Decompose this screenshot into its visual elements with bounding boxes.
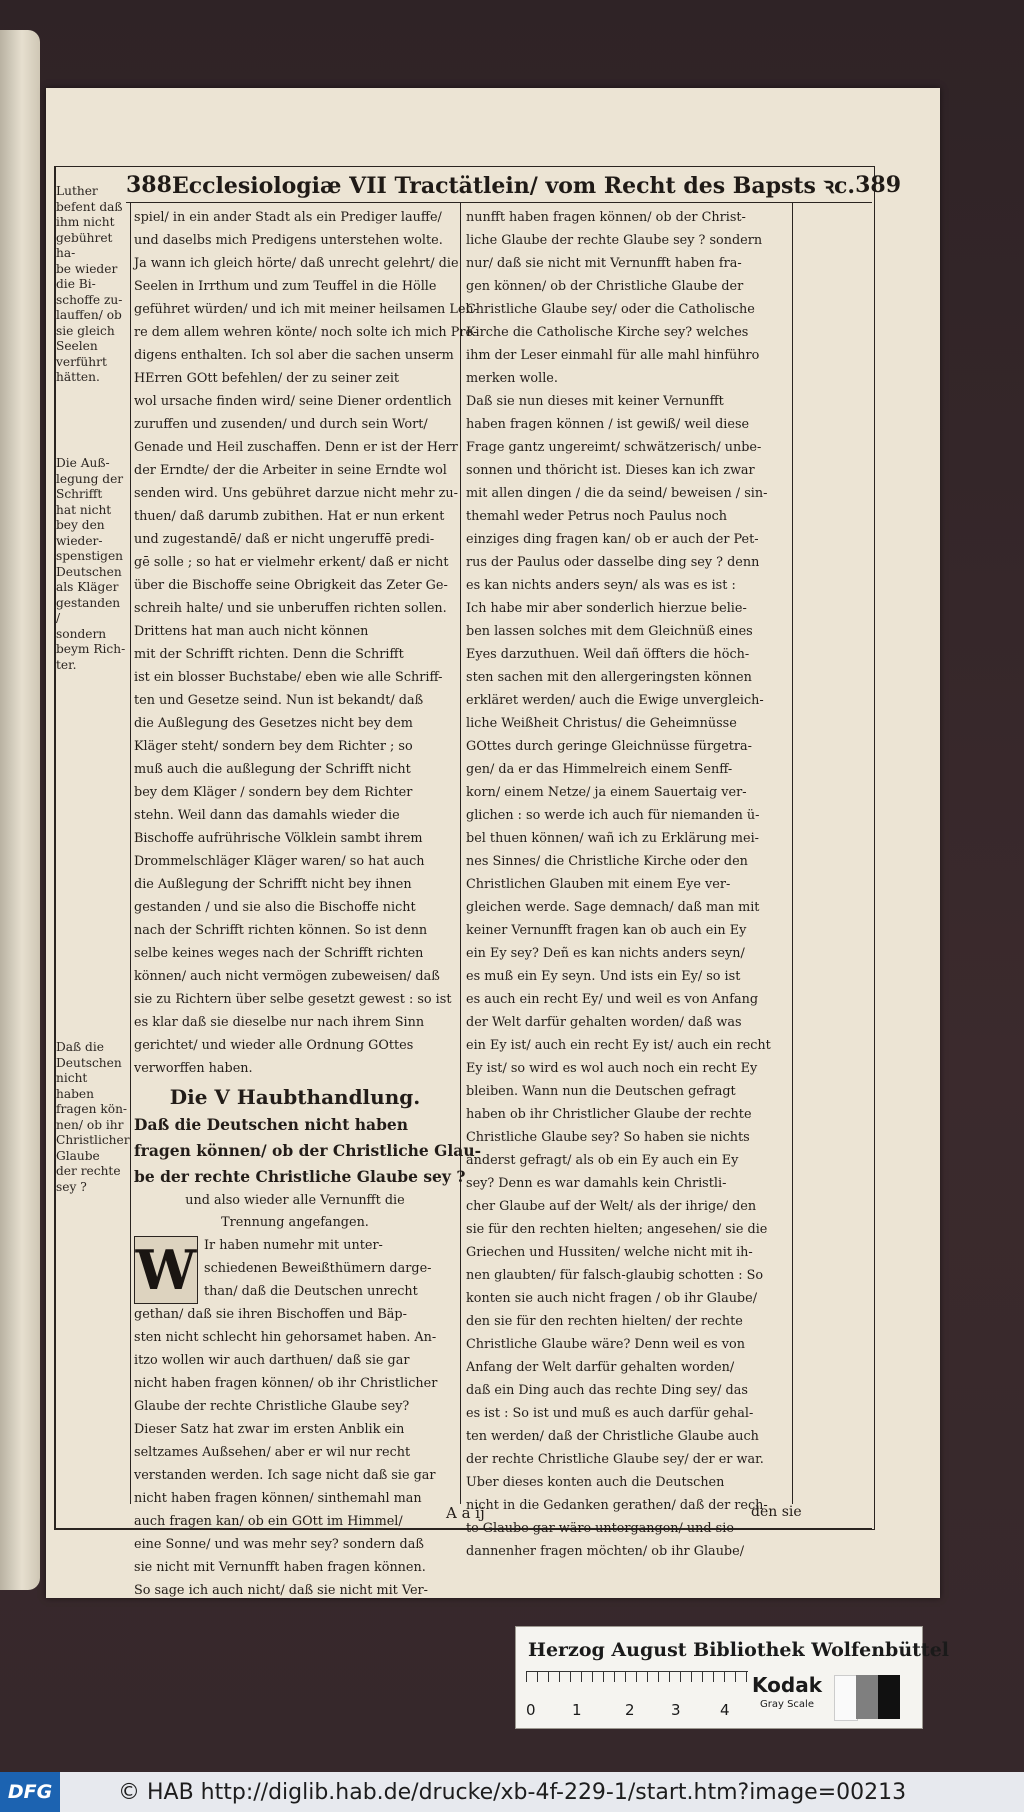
right-page-number: 389 [855, 172, 902, 198]
text-line: ein Ey sey? Deñ es kan nichts anders seyn/ [466, 946, 745, 961]
margin-note-line: spenstigen [56, 549, 124, 563]
text-line: gen/ da er das Himmelreich einem Senff- [466, 762, 733, 777]
ruler-number: 4 [720, 1701, 730, 1719]
margin-note-line: legung der [56, 471, 124, 486]
text-line: konten sie auch nicht fragen / ob ihr Glaube/ [466, 1291, 758, 1306]
section-subheading-2: fragen können/ ob der Christliche Glau- [134, 1141, 482, 1160]
right-column-text [466, 206, 788, 1563]
section-subheading-1: Daß die Deutschen nicht haben [134, 1115, 409, 1134]
text-line: rus der Paulus oder dasselbe ding sey ? denn [466, 555, 760, 570]
margin-note-line: nicht haben [56, 1071, 94, 1101]
margin-note-line: Deutschen [56, 564, 122, 579]
text-line: So sage ich auch nicht/ daß sie nicht mit Ver- [134, 1583, 428, 1598]
text-line: die Außlegung des Gesetzes nicht bey dem [134, 716, 413, 731]
text-line: ihm der Leser einmahl für alle mahl hinführo [466, 348, 760, 363]
text-line: es ist : So ist und muß es auch darfür gehal- [466, 1406, 754, 1421]
text-line: es klar daß sie dieselbe nur nach ihrem Sinn [134, 1015, 425, 1030]
text-line: liche Glaube der rechte Glaube sey ? sondern [466, 233, 763, 248]
section-subline-2: Trennung angefangen. [221, 1215, 369, 1230]
ruler-number: 1 [572, 1701, 582, 1719]
text-line: muß auch die außlegung der Schrifft nicht [134, 762, 411, 777]
text-line: der Erndte/ der die Arbeiter in seine Erndte wol [134, 463, 447, 478]
text-line: stehn. Weil dann das damahls wieder die [134, 808, 400, 823]
text-line: Christliche Glaube sey? So haben sie nichts [466, 1130, 750, 1145]
text-line: digens enthalten. Ich sol aber die sachen unserm [134, 348, 454, 363]
text-line: gestanden / und sie also die Bischoffe nicht [134, 900, 416, 915]
text-line: es kan nichts anders seyn/ als was es ist : [466, 578, 736, 593]
text-line: Bischoffe aufrührische Völklein sambt ihrem [134, 831, 423, 846]
margin-note-line: wieder- [56, 533, 103, 548]
text-line: sonnen und thöricht ist. Dieses kan ich zwar [466, 463, 755, 478]
text-line: verstanden werden. Ich sage nicht daß sie gar [134, 1468, 436, 1483]
scale-ruler [526, 1671, 748, 1700]
left-column-text-b [134, 1303, 456, 1602]
text-line: die Außlegung der Schrifft nicht bey ihnen [134, 877, 412, 892]
text-line: sey? Denn es war damahls kein Christli- [466, 1176, 727, 1191]
text-line: erkläret werden/ auch die Ewige unvergleich- [466, 693, 764, 708]
text-line: sten sachen mit den allergeringsten können [466, 670, 752, 685]
catchword: den sie [751, 1504, 802, 1520]
signature-mark: A a ij [446, 1504, 485, 1522]
margin-note-line: hat nicht [56, 502, 112, 517]
text-line: thuen/ daß darumb zubithen. Hat er nun erkent [134, 509, 445, 524]
text-line: liche Weißheit Christus/ die Geheimnüsse [466, 716, 737, 731]
text-line: Uber dieses konten auch die Deutschen [466, 1475, 725, 1490]
text-line: einziges ding fragen kan/ ob er auch der Pet- [466, 532, 759, 547]
text-line: Dieser Satz hat zwar im ersten Anblik ein [134, 1422, 405, 1437]
text-line: gleichen werde. Sage demnach/ daß man mit [466, 900, 760, 915]
head-rule [126, 202, 872, 203]
dfg-logo[interactable]: DFG [0, 1772, 60, 1812]
margin-note-line: ihm nicht [56, 215, 115, 229]
margin-note-line: fragen kön- [56, 1102, 128, 1116]
margin-note-line: gebühret ha- [56, 230, 113, 260]
text-line: ten werden/ daß der Christliche Glaube auch [466, 1429, 759, 1444]
text-line: Ich habe mir aber sonderlich hierzue belie- [466, 601, 747, 616]
text-line: über die Bischoffe seine Obrigkeit das Zeter Ge- [134, 578, 448, 593]
swatch-white [834, 1675, 858, 1721]
margin-note-line: Deutschen [56, 1055, 122, 1070]
text-line: re dem allem wehren könte/ noch solte ich mich Pre- [134, 325, 478, 340]
section-subline-1: und also wieder alle Vernunfft die [185, 1193, 405, 1208]
text-line: Kläger steht/ sondern bey dem Richter ; so [134, 739, 413, 754]
text-line: nunfft haben fragen können/ ob der Christ- [466, 210, 746, 225]
text-line: zuruffen und zusenden/ und durch sein Wort/ [134, 417, 428, 432]
margin-note-line: Daß die [56, 1040, 104, 1054]
section-subheading-3: be der rechte Christliche Glaube sey ? [134, 1167, 466, 1186]
text-line: mit allen dingen / die da seind/ beweisen / sin- [466, 486, 768, 501]
text-line: GOttes durch geringe Gleichnüsse fürgetra- [466, 739, 753, 754]
text-line: senden wird. Uns gebühret darzue nicht mehr zu- [134, 486, 458, 501]
margin-note-line: befent daß [56, 199, 123, 214]
text-line: gen können/ ob der Christliche Glaube der [466, 279, 744, 294]
text-line: itzo wollen wir auch darthuen/ daß sie gar [134, 1353, 410, 1368]
left-page-number: 388 [126, 172, 172, 198]
text-line: können/ auch nicht vermögen zubeweisen/ daß [134, 969, 440, 984]
text-line: Drittens hat man auch nicht können [134, 624, 369, 639]
text-line: nen glaubten/ für falsch-glaubig schotten : So [466, 1268, 764, 1283]
text-line: nicht haben fragen können/ ob ihr Christlicher [134, 1376, 438, 1391]
margin-note-line: Christlicher [56, 1133, 130, 1147]
margin-note-line: als Kläger [56, 580, 119, 594]
margin-note-1 [56, 184, 128, 386]
text-line: schreih halte/ und sie unberuffen richten sollen. [134, 601, 447, 616]
right-text-column [466, 206, 788, 1563]
text-line: daß ein Ding auch das rechte Ding sey/ das [466, 1383, 748, 1398]
margin-note-line: Seelen [56, 339, 98, 353]
margin-note-line: Schrifft [56, 487, 103, 501]
running-title: Ecclesiologiæ VII Tractätlein/ vom Recht des Bapsts ꝛc. [171, 173, 856, 199]
margin-note-line: beym Rich- [56, 642, 126, 656]
text-line: HErren GOtt befehlen/ der zu seiner zeit [134, 371, 400, 386]
text-line: haben ob ihr Christlicher Glaube der rechte [466, 1107, 752, 1122]
right-column-rule [792, 202, 793, 1504]
swatch-black [878, 1675, 900, 1719]
text-line: Christliche Glaube wäre? Denn weil es von [466, 1337, 745, 1352]
text-line: Griechen und Hussiten/ welche nicht mit ih- [466, 1245, 753, 1260]
ruler-number: 2 [625, 1701, 635, 1719]
text-line: anderst gefragt/ als ob ein Ey auch ein Ey [466, 1153, 739, 1168]
text-line: glichen : so werde ich auch für niemanden ü- [466, 808, 760, 823]
margin-note-line: ter. [56, 657, 77, 672]
text-line: Daß sie nun dieses mit keiner Vernunfft [466, 394, 724, 409]
middle-column-rule [460, 202, 461, 1504]
text-line: den sie für den rechten hielten/ der rechte [466, 1314, 743, 1329]
text-line: wol ursache finden wird/ seine Diener ordentlich [134, 394, 452, 409]
margin-note-line: nen/ ob ihr [56, 1117, 124, 1132]
text-line: schiedenen Beweißthümern darge- [204, 1261, 432, 1276]
text-line: haben fragen können / ist gewiß/ weil diese [466, 417, 750, 432]
gray-scale-label: Gray Scale [760, 1699, 814, 1710]
text-line: nach der Schrifft richten können. So ist denn [134, 923, 428, 938]
text-line: selbe keines weges nach der Schrifft richten [134, 946, 424, 961]
text-line: Christliche Glaube sey/ oder die Catholische [466, 302, 755, 317]
margin-column-rule [130, 202, 131, 1504]
text-line: es auch ein recht Ey/ und weil es von Anfang [466, 992, 759, 1007]
margin-note-line: die Bi- [56, 277, 96, 291]
text-line: gē solle ; so hat er vielmehr erkent/ daß er nicht [134, 555, 449, 570]
text-line: der Welt darfür gehalten worden/ daß was [466, 1015, 742, 1030]
margin-note-line: Glaube [56, 1148, 100, 1163]
section-heading: Die V Haubthandlung. [169, 1085, 421, 1109]
text-line: geführet würden/ und ich mit meiner heilsamen Leh- [134, 302, 478, 317]
text-line: Christlichen Glauben mit einem Eye ver- [466, 877, 731, 892]
text-line: auch fragen kan/ ob ein GOtt im Himmel/ [134, 1514, 403, 1529]
left-column-text-a [134, 206, 478, 1080]
text-line: keiner Vernunfft fragen kan ob auch ein Ey [466, 923, 747, 938]
text-line: bey dem Kläger / sondern bey dem Richter [134, 785, 413, 800]
text-line: Ja wann ich gleich hörte/ daß unrecht gelehrt/ die [134, 256, 459, 271]
margin-note-line: bey den [56, 518, 105, 532]
text-line: ein Ey ist/ auch ein recht Ey ist/ auch ein recht [466, 1038, 771, 1053]
margin-note-line: gestanden / [56, 595, 121, 625]
ruler-number: 3 [671, 1701, 681, 1719]
text-line: Ey ist/ so wird es wol auch noch ein recht Ey [466, 1061, 758, 1076]
text-line: seltzames Außsehen/ aber er wil nur recht [134, 1445, 411, 1460]
margin-note-line: schoffe zu- [56, 292, 123, 307]
text-line: dannenher fragen möchten/ ob ihr Glaube/ [466, 1544, 745, 1559]
copyright-link[interactable]: © HAB http://diglib.hab.de/drucke/xb-4f-229-1/start.htm?image=00213 [118, 1779, 907, 1805]
margin-note-2 [56, 456, 128, 673]
margin-note-line: sie gleich [56, 323, 115, 338]
text-line: than/ daß die Deutschen unrecht [204, 1284, 418, 1299]
dropcap-letter: W [135, 1238, 197, 1302]
margin-note-line: verführt [56, 354, 107, 369]
text-line: gethan/ daß sie ihren Bischoffen und Bäp- [134, 1307, 407, 1322]
text-line: und zugestandē/ daß er nicht ungeruffē predi- [134, 532, 435, 547]
text-line: ten und Gesetze seind. Nun ist bekandt/ daß [134, 693, 424, 708]
text-line: te Glaube gar wäre untergangen/ und sie [466, 1521, 734, 1536]
text-line: bel thuen können/ wañ ich zu Erklärung mei- [466, 831, 760, 846]
text-line: eine Sonne/ und was mehr sey? sondern daß [134, 1537, 424, 1552]
text-line: sie für den rechten hielten; angesehen/ sie die [466, 1222, 768, 1237]
text-line: merken wolle. [466, 371, 558, 386]
ruler-number: 0 [526, 1701, 536, 1719]
margin-note-line: hätten. [56, 370, 100, 384]
margin-note-3 [56, 1040, 128, 1195]
running-head [126, 168, 902, 202]
text-line: es muß ein Ey seyn. Und ists ein Ey/ so ist [466, 969, 741, 984]
footer-bar [0, 1772, 1024, 1812]
text-line: Eyes darzuthuen. Weil dañ öffters die höch- [466, 647, 750, 662]
text-line: korn/ einem Netze/ ja einem Sauertaig ver- [466, 785, 747, 800]
margin-note-line: Die Auß- [56, 456, 110, 470]
text-line: themahl weder Petrus noch Paulus noch [466, 509, 727, 524]
text-line: Drommelschläger Kläger waren/ so hat auch [134, 854, 425, 869]
kodak-logo: Kodak [752, 1673, 822, 1697]
book-page [46, 88, 940, 1598]
dropcap-paragraph [134, 1234, 456, 1303]
margin-note-line: be wieder [56, 261, 118, 276]
text-line: der rechte Christliche Glaube sey/ der er war. [466, 1452, 764, 1467]
card-title: Herzog August Bibliothek Wolfenbüttel [528, 1639, 949, 1661]
text-line: Anfang der Welt darfür gehalten worden/ [466, 1360, 735, 1375]
text-line: Seelen in Irrthum und zum Teuffel in die Hölle [134, 279, 437, 294]
text-line: spiel/ in ein ander Stadt als ein Prediger lauffe/ [134, 210, 442, 225]
text-line: Kirche die Catholische Kirche sey? welches [466, 325, 749, 340]
text-line: nicht haben fragen können/ sinthemahl man [134, 1491, 422, 1506]
text-line: sie nicht mit Vernunfft haben fragen können. [134, 1560, 426, 1575]
text-line: ist ein blosser Buchstabe/ eben wie alle Schriff- [134, 670, 443, 685]
text-line: und daselbs mich Predigens unterstehen wolte. [134, 233, 443, 248]
margin-note-line: Luther [56, 184, 98, 198]
text-line: sten nicht schlecht hin gehorsamet haben. An- [134, 1330, 437, 1345]
library-color-card [515, 1626, 949, 1729]
text-line: Frage gantz ungereimt/ schwätzerisch/ unbe- [466, 440, 762, 455]
text-line: Ir haben numehr mit unter- [204, 1238, 383, 1253]
text-line: gerichtet/ und wieder alle Ordnung GOttes [134, 1038, 414, 1053]
margin-note-line: der rechte [56, 1164, 121, 1178]
text-line: sie zu Richtern über selbe gesetzt gewest : so ist [134, 992, 452, 1007]
margin-note-line: sondern [56, 626, 107, 641]
text-line: mit der Schrifft richten. Denn die Schrifft [134, 647, 404, 662]
adjacent-page-edge [0, 30, 40, 1590]
text-line: verworffen haben. [134, 1061, 253, 1076]
text-line: cher Glaube auf der Welt/ als der ihrige/ den [466, 1199, 757, 1214]
text-line: Genade und Heil zuschaffen. Denn er ist der Herr [134, 440, 458, 455]
text-line: nes Sinnes/ die Christliche Kirche oder den [466, 854, 748, 869]
text-line: ben lassen solches mit dem Gleichnüß eines [466, 624, 753, 639]
text-line: nur/ daß sie nicht mit Vernunfft haben fra- [466, 256, 742, 271]
margin-note-line: sey ? [56, 1179, 87, 1194]
margin-note-line: lauffen/ ob [56, 308, 122, 322]
text-line: nicht in die Gedanken gerathen/ daß der rech- [466, 1498, 768, 1513]
text-line: Glaube der rechte Christliche Glaube sey? [134, 1399, 410, 1414]
text-line: bleiben. Wann nun die Deutschen gefragt [466, 1084, 736, 1099]
swatch-gray [856, 1675, 878, 1719]
